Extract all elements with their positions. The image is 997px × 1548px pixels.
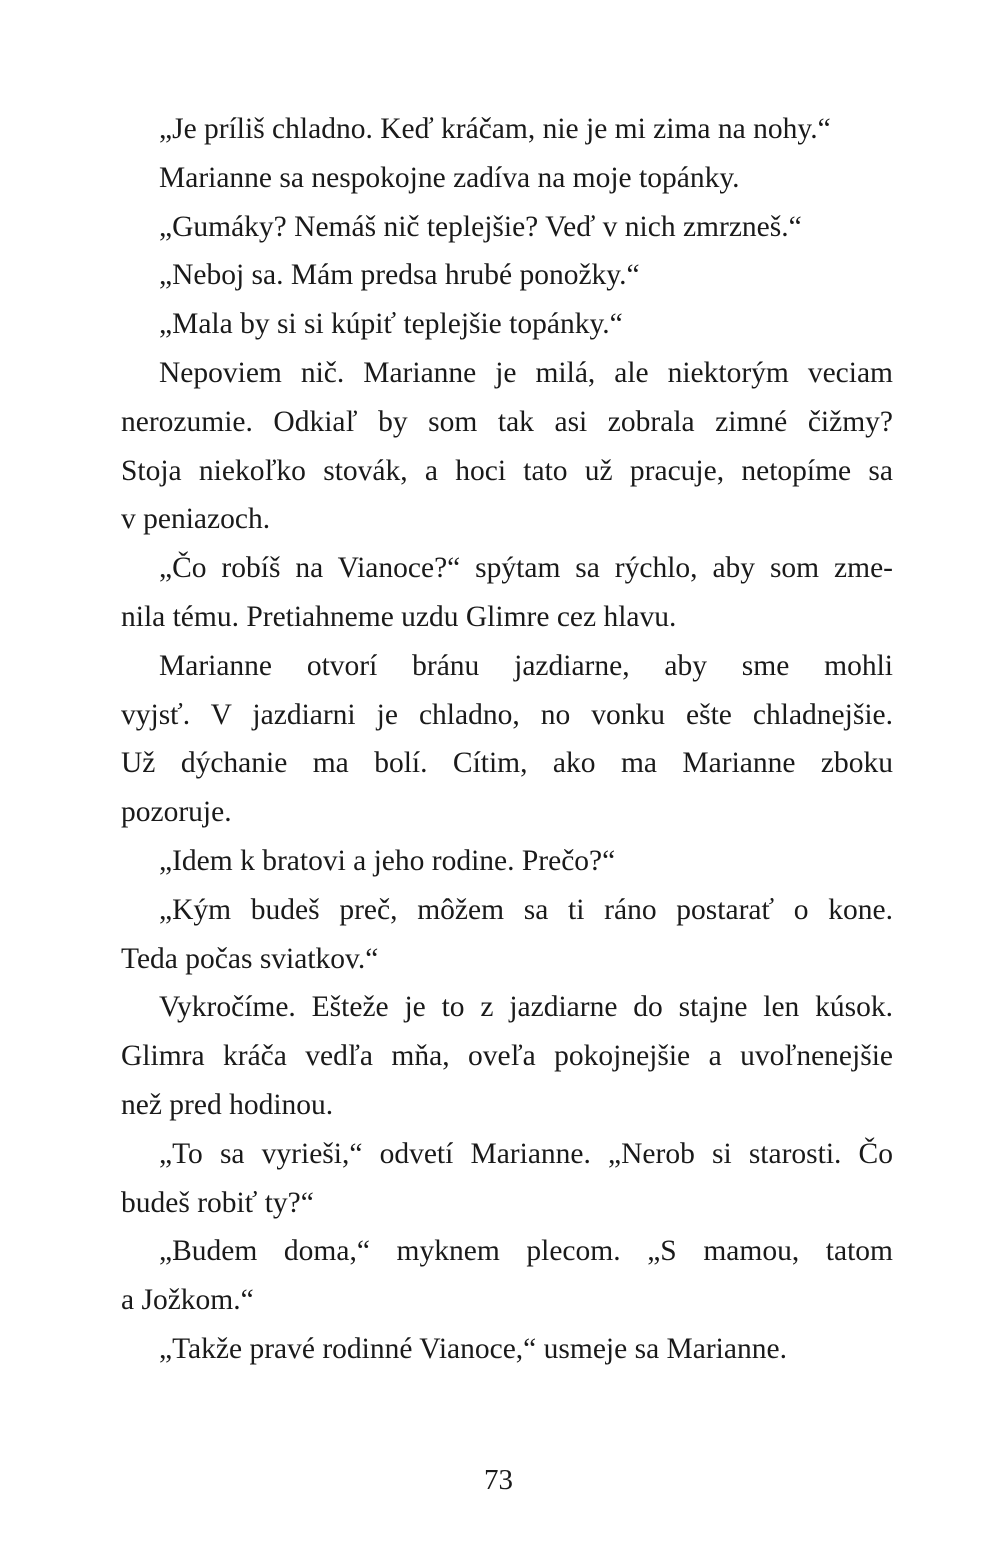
text-line: „Čo robíš na Vianoce?“ spýtam sa rýchlo, aby som zme- (159, 552, 893, 585)
text-line: „Mala by si si kúpiť teplejšie topánky.“ (159, 308, 623, 341)
text-line: „Neboj sa. Mám predsa hrubé ponožky.“ (159, 259, 640, 292)
text-line: pozoruje. (121, 796, 232, 829)
text-line: Teda počas sviatkov.“ (121, 942, 379, 975)
text-line: budeš robiť ty?“ (121, 1186, 314, 1219)
text-line: Už dýchanie ma bolí. Cítim, ako ma Marianne zboku (121, 747, 893, 780)
text-line: v peniazoch. (121, 503, 271, 536)
text-line: Nepoviem nič. Marianne je milá, ale niektorým veciam (159, 356, 893, 389)
text-line: Stoja niekoľko stovák, a hoci tato už pracuje, netopíme sa (121, 454, 893, 487)
text-line: „Idem k bratovi a jeho rodine. Prečo?“ (159, 844, 616, 877)
text-line: Vykročíme. Ešteže je to z jazdiarne do stajne len kúsok. (159, 991, 893, 1024)
text-line: vyjsť. V jazdiarni je chladno, no vonku ešte chladnejšie. (121, 698, 893, 731)
text-line: „To sa vyrieši,“ odvetí Marianne. „Nerob si starosti. Čo (159, 1137, 893, 1170)
page-body (121, 105, 893, 1374)
text-line: „Budem doma,“ myknem plecom. „S mamou, tatom (159, 1235, 893, 1268)
text-line: nila tému. Pretiahneme uzdu Glimre cez hlavu. (121, 600, 677, 633)
text-line: „Gumáky? Nemáš nič teplejšie? Veď v nich zmrzneš.“ (159, 210, 802, 243)
text-line: Glimra kráča vedľa mňa, oveľa pokojnejšie a uvoľnenejšie (121, 1040, 893, 1073)
page-number: 73 (484, 1464, 513, 1496)
text-line: nerozumie. Odkiaľ by som tak asi zobrala zimné čižmy? (121, 405, 893, 438)
text-line: „Je príliš chladno. Keď kráčam, nie je mi zima na nohy.“ (159, 113, 831, 145)
text-line: Marianne sa nespokojne zadíva na moje topánky. (159, 161, 740, 194)
text-line: než pred hodinou. (121, 1088, 334, 1121)
text-line: „Kým budeš preč, môžem sa ti ráno postarať o kone. (159, 893, 893, 926)
text-line: Marianne otvorí bránu jazdiarne, aby sme mohli (159, 649, 893, 682)
text-line: a Jožkom.“ (121, 1284, 254, 1317)
text-line: „Takže pravé rodinné Vianoce,“ usmeje sa Marianne. (159, 1332, 787, 1365)
